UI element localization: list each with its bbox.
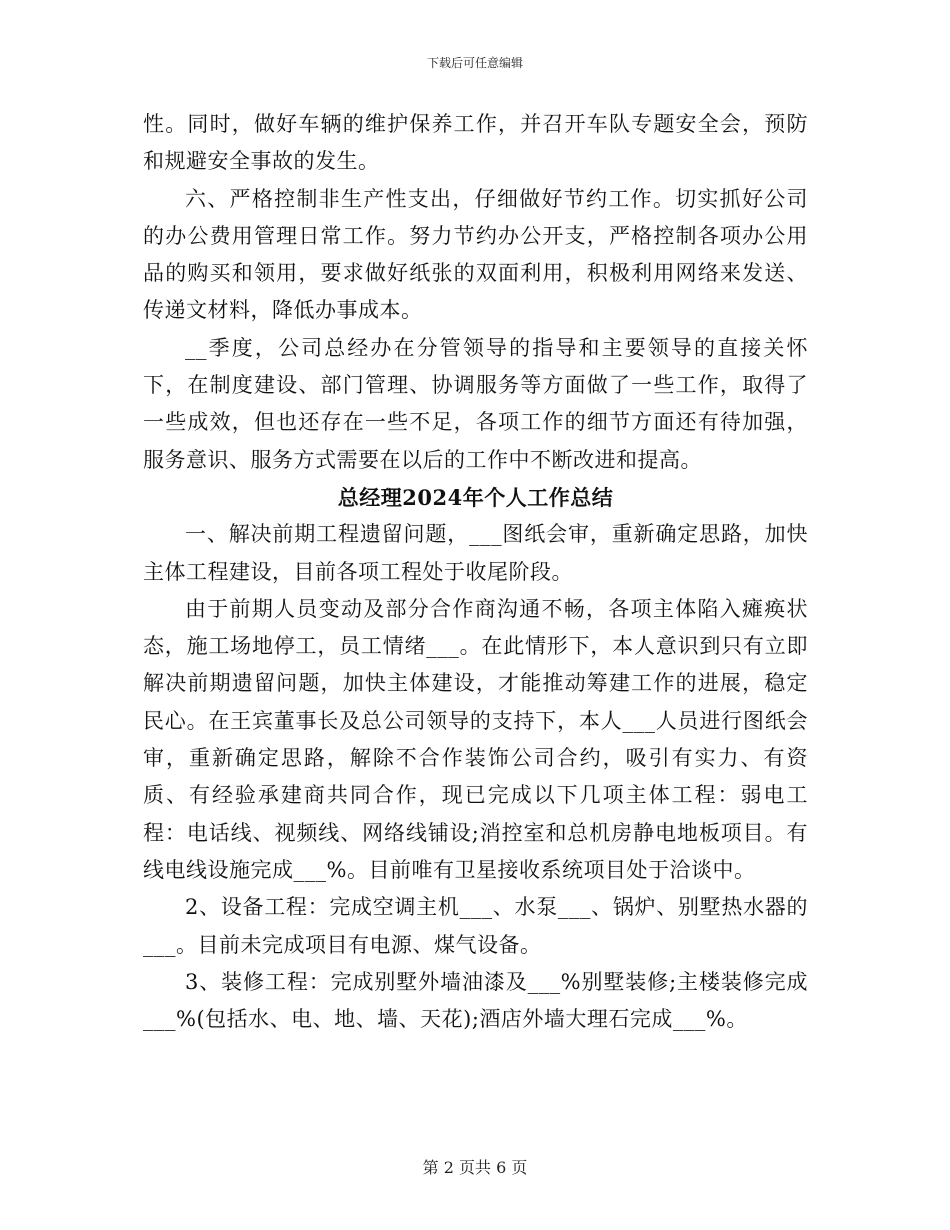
document-body (143, 106, 808, 1038)
header-note: 下载后可任意编辑 (426, 56, 523, 70)
paragraph-item-one: 一、解决前期工程遗留问题，___图纸会审，重新确定思路，加快主体工程建设，目前各项工程处于收尾阶段。 (143, 522, 808, 584)
section-title: 总经理2024年个人工作总结 (337, 484, 614, 510)
paragraph-background: 由于前期人员变动及部分合作商沟通不畅，各项主体陷入瘫痪状态，施工场地停工，员工情绪___。在此情形下，本人意识到只有立即解决前期遗留问题，加快主体建设，才能推动筹建工作的进展，稳定民心。在王宾董事长及总公司领导的支持下，本人___人员进行图纸会审，重新确定思路，解除不合作装饰公司合约，吸引有实力、有资质、有经验承建商共同合作，现已完成以下几项主体工程：弱电工程：电话线、视频线、网络线铺设;消控室和总机房静电地板项目。有线电线设施完成___%。目前唯有卫星接收系统项目处于洽谈中。 (143, 596, 808, 882)
paragraph-quarter-summary: __季度，公司总经办在分管领导的指导和主要领导的直接关怀下，在制度建设、部门管理、协调服务等方面做了一些工作，取得了一些成效，但也还存在一些不足，各项工作的细节方面还有待加强，服务意识、服务方式需要在以后的工作中不断改进和提高。 (143, 335, 808, 472)
paragraph-cost-control: 六、严格控制非生产性支出，仔细做好节约工作。切实抓好公司的办公费用管理日常工作。努力节约办公开支，严格控制各项办公用品的购买和领用，要求做好纸张的双面利用，积极利用网络来发送、传递文材料，降低办事成本。 (143, 186, 808, 323)
paragraph-decoration: 3、装修工程：完成别墅外墙油漆及___%别墅装修;主楼装修完成___%(包括水、电、地、墙、天花);酒店外墙大理石完成___%。 (143, 969, 808, 1032)
paragraph-equipment: 2、设备工程：完成空调主机___、水泵___、锅炉、别墅热水器的___。目前未完成项目有电源、煤气设备。 (143, 895, 808, 957)
paragraph-continuation: 性。同时，做好车辆的维护保养工作，并召开车队专题安全会，预防和规避安全事故的发生。 (143, 112, 808, 174)
page-number: 第 2 页共 6 页 (422, 1158, 528, 1177)
